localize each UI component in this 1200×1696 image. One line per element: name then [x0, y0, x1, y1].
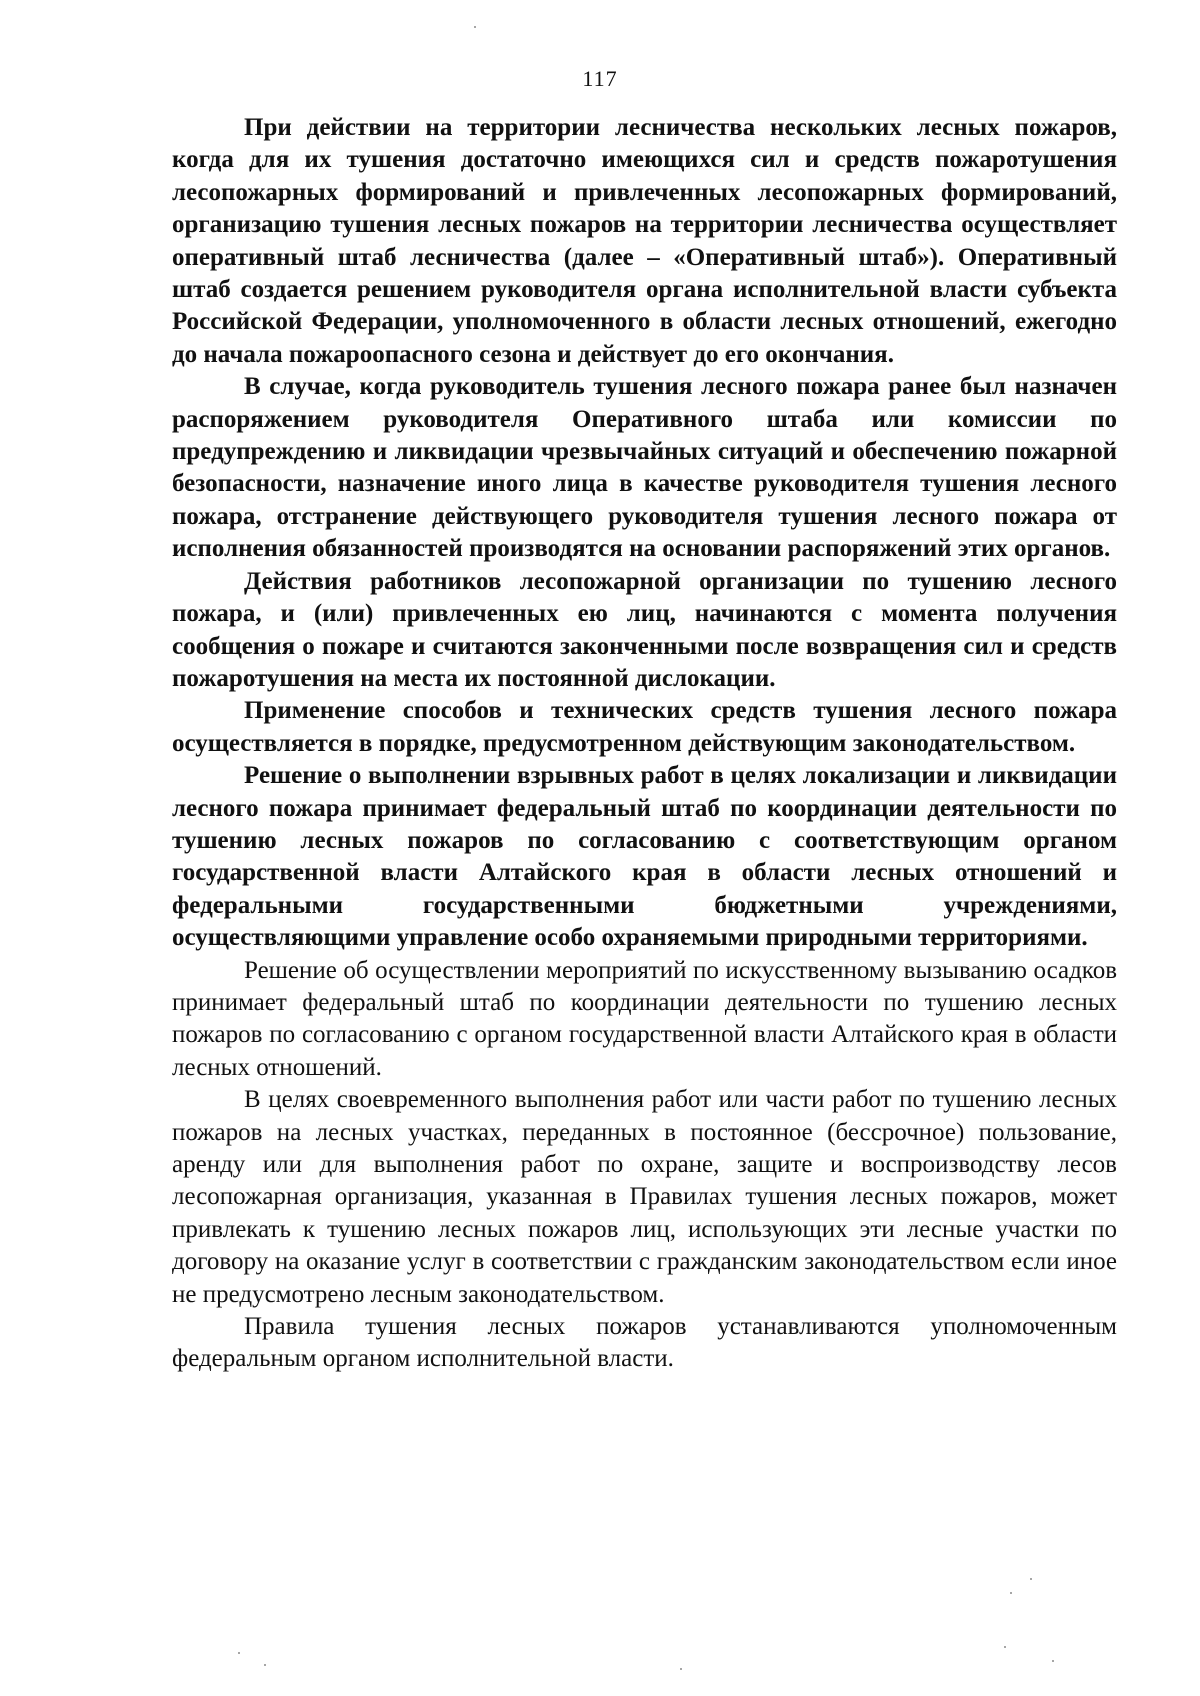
scan-speck: [238, 1652, 240, 1654]
scan-speck: [1010, 1592, 1012, 1594]
page-number: 117: [582, 66, 618, 91]
paragraph-fire-chief-appointment: В случае, когда руководитель тушения лесного пожара ранее был назначен распоряжением руководителя Оперативного штаба или комиссии по предупреждению и ликвидации чрезвычайных ситуаций и обеспечению пожарной безопасности, назначение иного лица в качестве руководителя тушения лесного пожара, отстранение действующего руководителя тушения лесного пожара от исполнения обязанностей производятся на основании распоряжений этих органов.: [172, 373, 1117, 563]
body-text: [172, 112, 1117, 1376]
paragraph-artificial-precipitation: Решение об осуществлении мероприятий по искусственному вызыванию осадков принимает федеральный штаб по координации деятельности по тушению лесных пожаров по согласованию с органом государственной власти Алтайского края в области лесных отношений.: [172, 956, 1117, 1081]
scan-speck: [264, 1664, 266, 1666]
scan-speck: [1052, 1660, 1054, 1662]
paragraph-rules-establishment: Правила тушения лесных пожаров устанавливаются уполномоченным федеральным органом исполнительной власти.: [172, 1313, 1117, 1373]
scan-speck: [680, 1668, 682, 1670]
paragraph-operational-headquarters: При действии на территории лесничества нескольких лесных пожаров, когда для их тушения достаточно имеющихся сил и средств пожаротушения лесопожарных формирований и привлеченных лесопожарных формирований, организацию тушения лесных пожаров на территории лесничества осуществляет оперативный штаб лесничества (далее – «Оперативный штаб»). Оперативный штаб создается решением руководителя органа исполнительной власти субъекта Российской Федерации, уполномоченного в области лесных отношений, ежегодно до начала пожароопасного сезона и действует до его окончания.: [172, 114, 1117, 368]
paragraph-worker-actions: Действия работников лесопожарной организации по тушению лесного пожара, и (или) привлеченных ею лиц, начинаются с момента получения сообщения о пожаре и считаются законченными после возвращения сил и средств пожаротушения на места их постоянной дислокации.: [172, 567, 1117, 692]
paragraph-blasting-works: Решение о выполнении взрывных работ в целях локализации и ликвидации лесного пожара принимает федеральный штаб по координации деятельности по тушению лесных пожаров по согласованию с соответствующим органом государственной власти Алтайского края в области лесных отношений и федеральными государственными бюджетными учреждениями, осуществляющими управление особо охраняемыми природными территориями.: [172, 762, 1117, 952]
scan-speck: [1030, 1578, 1032, 1580]
scan-speck: [1004, 1646, 1006, 1648]
paragraph-timely-execution: В целях своевременного выполнения работ или части работ по тушению лесных пожаров на лесных участках, переданных в постоянное (бессрочное) пользование, аренду или для выполнения работ по охране, защите и воспроизводству лесов лесопожарная организация, указанная в Правилах тушения лесных пожаров, может привлекать к тушению лесных пожаров лиц, использующих эти лесные участки по договору на оказание услуг в соответствии с гражданским законодательством если иное не предусмотрено лесным законодательством.: [172, 1086, 1117, 1308]
scan-speck: [474, 26, 476, 28]
paragraph-methods-application: Применение способов и технических средств тушения лесного пожара осуществляется в порядке, предусмотренном действующим законодательством.: [172, 697, 1117, 757]
